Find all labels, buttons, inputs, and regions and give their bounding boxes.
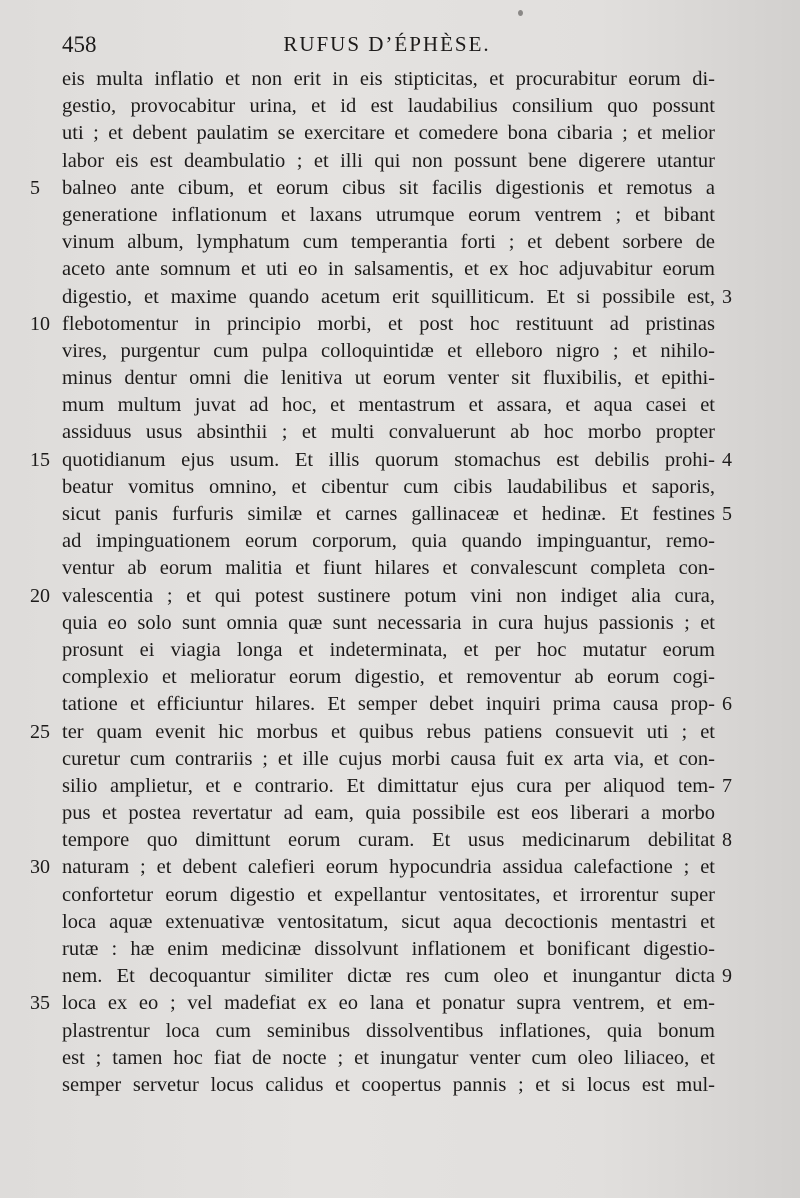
- section-number: 3: [722, 285, 732, 308]
- line-text: assiduus usus absinthii ; et multi convaluerunt ab hoc morbo propter: [62, 421, 715, 444]
- line-text: loca ex eo ; vel madefiat ex eo lana et ponatur supra ventrem, et em-: [62, 992, 715, 1015]
- line-text: complexio et melioratur eorum digestio, et removentur ab eorum cogi-: [62, 666, 715, 689]
- line-number: 15: [30, 448, 50, 471]
- text-line: [0, 365, 800, 392]
- text-line: [0, 1072, 800, 1099]
- line-text: quia eo solo sunt omnia quæ sunt necessaria in cura hujus passionis ; et: [62, 611, 715, 634]
- text-line: [0, 392, 800, 419]
- line-text: mum multum juvat ad hoc, et mentastrum et assara, et aqua casei et: [62, 394, 715, 417]
- section-number: 7: [722, 774, 732, 797]
- text-line: [0, 664, 800, 691]
- line-text: semper servetur locus calidus et coopertus pannis ; et si locus est mul-: [62, 1073, 715, 1096]
- line-text: tempore quo dimittunt eorum curam. Et usus medicinarum debilitat: [62, 829, 715, 852]
- line-text: confortetur eorum digestio et expellantur ventositates, et irrorentur super: [62, 883, 715, 906]
- text-line: [0, 882, 800, 909]
- line-text: beatur vomitus omnino, et cibentur cum cibis laudabilibus et saporis,: [62, 475, 715, 498]
- text-line: [0, 936, 800, 963]
- line-text: eis multa inflatio et non erit in eis stipticitas, et procurabitur eorum di-: [62, 68, 715, 90]
- text-line: [0, 963, 800, 990]
- line-number: 25: [30, 720, 50, 743]
- text-line: [0, 229, 800, 256]
- section-number: 9: [722, 965, 732, 988]
- text-line: [0, 528, 800, 555]
- text-line: [0, 501, 800, 528]
- line-text: plastrentur loca cum seminibus dissolventibus inflationes, quia bonum: [62, 1019, 715, 1042]
- text-line: [0, 827, 800, 854]
- text-line: [0, 800, 800, 827]
- text-line: [0, 120, 800, 147]
- line-text: prosunt ei viagia longa et indeterminata, et per hoc mutatur eorum: [62, 638, 715, 661]
- text-line: [0, 474, 800, 501]
- line-text: pus et postea revertatur ad eam, quia possibile est eos liberari a morbo: [62, 802, 715, 825]
- text-line: [0, 338, 800, 365]
- text-line: [0, 746, 800, 773]
- line-text: gestio, provocabitur urina, et id est laudabilius consilium quo possunt: [62, 95, 715, 118]
- text-line: [0, 1018, 800, 1045]
- text-line: [0, 1045, 800, 1072]
- page-header: [60, 30, 714, 62]
- line-text: loca aquæ extenuativæ ventositatum, sicut aqua decoctionis mentastri et: [62, 910, 715, 933]
- line-number: 20: [30, 584, 50, 607]
- line-text: curetur cum contrariis ; et ille cujus morbi causa fuit ex arta via, et con-: [62, 747, 715, 770]
- section-number: 4: [722, 448, 732, 471]
- page-number: 458: [62, 32, 97, 57]
- line-text: vinum album, lymphatum cum temperantia forti ; et debent sorbere de: [62, 231, 715, 254]
- text-line: [0, 555, 800, 582]
- line-text: silio amplietur, et e contrario. Et dimittatur ejus cura per aliquod tem-: [62, 774, 715, 797]
- text-line: [0, 256, 800, 283]
- text-line: [0, 909, 800, 936]
- line-text: uti ; et debent paulatim se exercitare et comedere bona cibaria ; et melior: [62, 122, 715, 145]
- section-number: 6: [722, 693, 732, 716]
- text-line: [0, 419, 800, 446]
- line-text: flebotomentur in principio morbi, et post hoc restituunt ad pristinas: [62, 312, 715, 335]
- line-number: 10: [30, 312, 50, 335]
- text-line: [0, 854, 800, 881]
- section-number: 5: [722, 503, 732, 525]
- line-text: rutæ : hæ enim medicinæ dissolvunt inflationem et bonificant digestio-: [62, 938, 715, 960]
- line-text: tatione et efficiuntur hilares. Et semper debet inquiri prima causa prop-: [62, 693, 715, 716]
- line-text: digestio, et maxime quando acetum erit squilliticum. Et si possibile est,: [62, 285, 715, 308]
- line-text: sicut panis furfuris similæ et carnes gallinaceæ et hedinæ. Et festines: [62, 503, 715, 525]
- text-line: [0, 311, 800, 338]
- line-text: labor eis est deambulatio ; et illi qui non possunt bene digerere utantur: [62, 149, 715, 172]
- text-line: [0, 148, 800, 175]
- text-line: [0, 773, 800, 800]
- text-line: [0, 202, 800, 229]
- line-number: 30: [30, 856, 50, 879]
- ink-speck: [518, 10, 523, 16]
- text-line: [0, 990, 800, 1017]
- line-text: minus dentur omni die lenitiva ut eorum venter sit fluxibilis, et epithi-: [62, 367, 715, 390]
- line-text: balneo ante cibum, et eorum cibus sit facilis digestionis et remotus a: [62, 176, 715, 199]
- text-line: [0, 637, 800, 664]
- line-text: quotidianum ejus usum. Et illis quorum stomachus est debilis prohi-: [62, 448, 715, 471]
- line-text: nem. Et decoquantur similiter dictæ res cum oleo et inungantur dicta: [62, 965, 715, 988]
- text-line: [0, 175, 800, 202]
- text-line: [0, 447, 800, 474]
- line-text: valescentia ; et qui potest sustinere potum vini non indiget alia cura,: [62, 584, 715, 607]
- text-line: [0, 284, 800, 311]
- text-line: [0, 583, 800, 610]
- line-number: 35: [30, 992, 50, 1015]
- text-line: [0, 93, 800, 120]
- line-text: generatione inflationum et laxans utrumque eorum ventrem ; et bibant: [62, 203, 715, 226]
- line-text: ter quam evenit hic morbus et quibus rebus patiens consuevit uti ; et: [62, 720, 715, 743]
- line-text: est ; tamen hoc fiat de nocte ; et inungatur venter cum oleo liliaceo, et: [62, 1046, 715, 1069]
- line-text: vires, purgentur cum pulpa colloquintidæ et elleboro nigro ; et nihilo-: [62, 339, 715, 362]
- line-text: aceto ante somnum et uti eo in salsamentis, et ex hoc adjuvabitur eorum: [62, 258, 715, 281]
- line-number: 5: [30, 176, 40, 199]
- line-text: ventur ab eorum malitia et fiunt hilares et convalescunt completa con-: [62, 557, 715, 580]
- text-line: [0, 66, 800, 93]
- text-line: [0, 719, 800, 746]
- body-text: [0, 66, 800, 1099]
- section-number: 8: [722, 829, 732, 852]
- running-title: RUFUS D’ÉPHÈSE.: [283, 32, 491, 56]
- text-line: [0, 610, 800, 637]
- line-text: ad impinguationem eorum corporum, quia quando impinguantur, remo-: [62, 530, 715, 553]
- text-line: [0, 691, 800, 718]
- line-text: naturam ; et debent calefieri eorum hypocundria assidua calefactione ; et: [62, 856, 715, 879]
